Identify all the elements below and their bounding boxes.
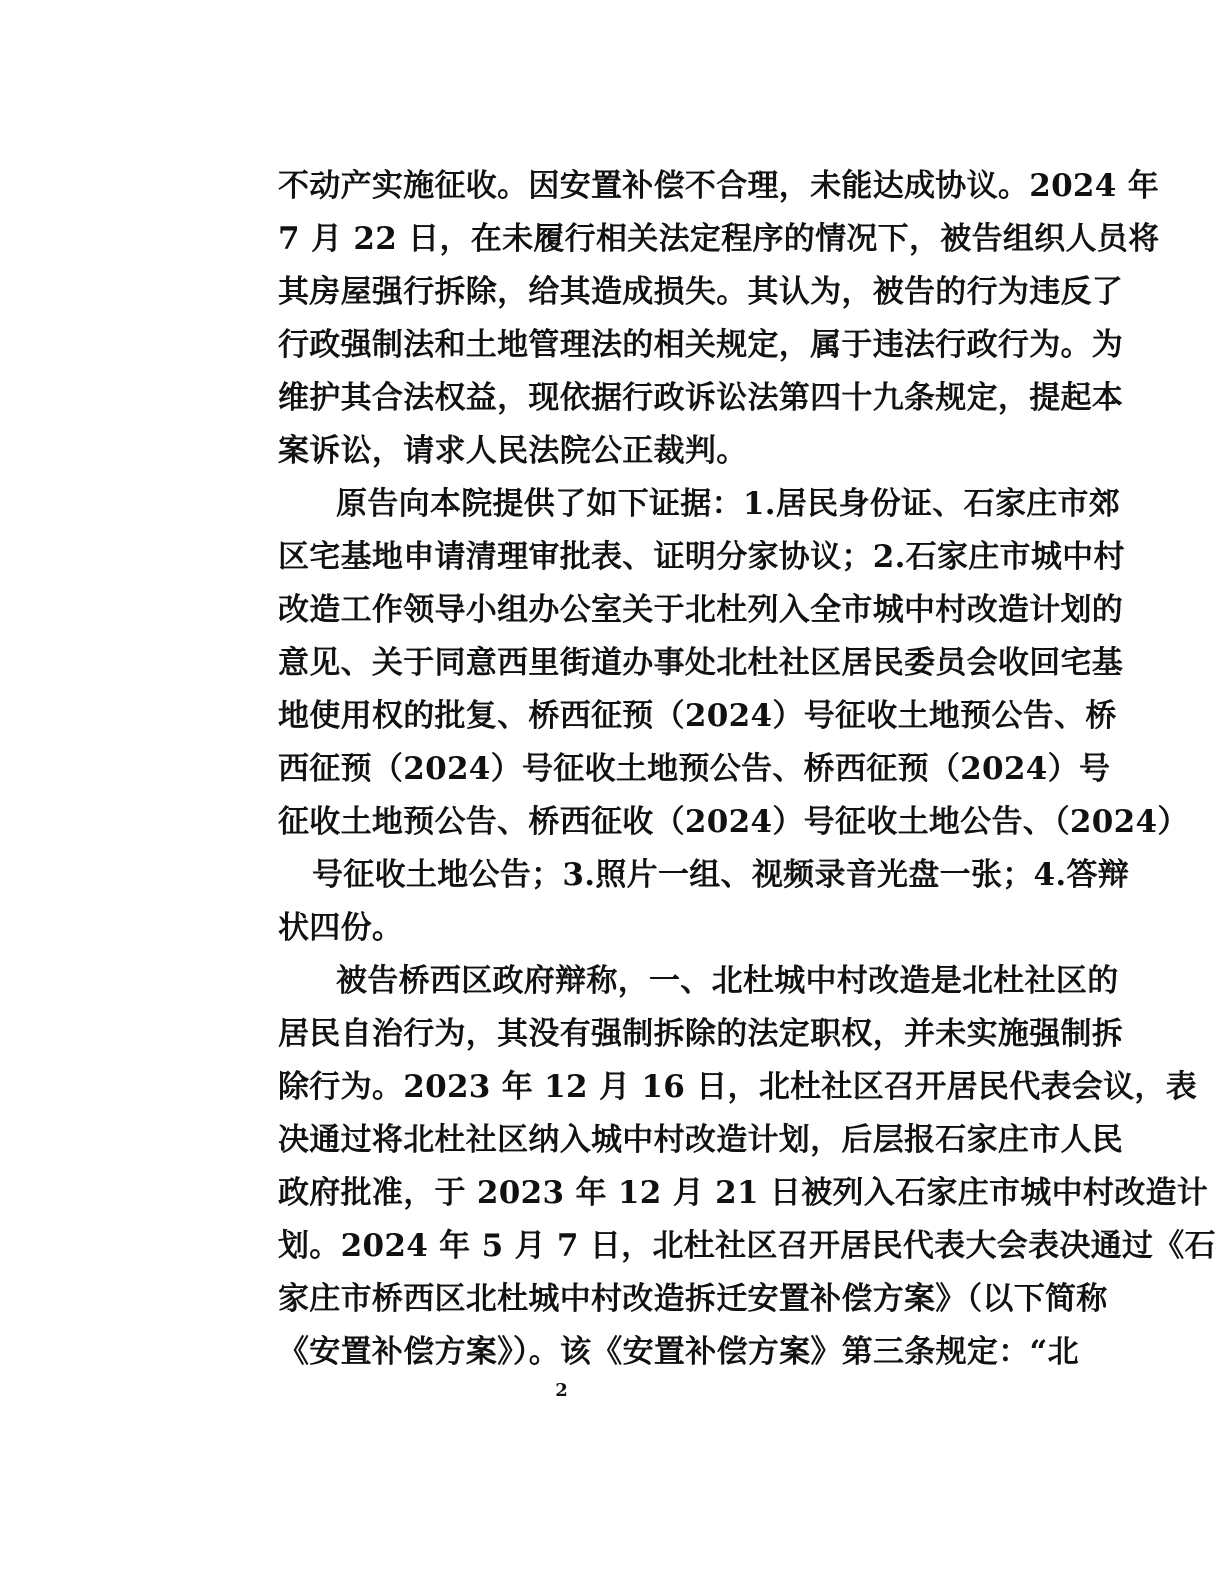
text-segment: 号征收土地预公告、桥 [803, 698, 1117, 734]
text-line [278, 743, 1111, 795]
text-line: 《安置补偿方案》）。该《安置补偿方案》第三条规定：“北 [278, 1334, 1079, 1370]
text-line: 被告桥西区政府辩称，一、北杜城中村改造是北杜社区的 [336, 963, 1119, 999]
page-number: 2 [555, 1380, 568, 1401]
text-segment: 号征收土地公告、（2024） [803, 804, 1189, 840]
text-line [278, 796, 1189, 848]
text-line: 案诉讼，请求人民法院公正裁判。 [278, 433, 748, 469]
text-line: 区宅基地申请清理审批表、证明分家协议；2.石家庄市城中村 [278, 539, 1125, 575]
text-line: 意见、关于同意西里街道办事处北杜社区居民委员会收回宅基 [278, 645, 1124, 681]
text-line: 维护其合法权益，现依据行政诉讼法第四十九条规定，提起本 [278, 380, 1124, 416]
text-segment: 号征收土地预公告、桥西征预（2024） [521, 751, 1079, 787]
text-line: 不动产实施征收。因安置补偿不合理，未能达成协议。2024 年 [278, 168, 1160, 204]
text-line: 决通过将北杜社区纳入城中村改造计划，后层报石家庄市人民 [278, 1122, 1124, 1158]
text-line [278, 690, 1117, 742]
text-segment: 地使用权的批复、桥西征预（2024） [278, 698, 804, 734]
text-line: 原告向本院提供了如下证据：1.居民身份证、石家庄市郊 [336, 486, 1121, 522]
text-segment: 征收土地预公告、桥西征收（2024） [278, 804, 804, 840]
text-line: 7 月 22 日，在未履行相关法定程序的情况下，被告组织人员将 [278, 221, 1160, 257]
text-line: 除行为。2023 年 12 月 16 日，北杜社区召开居民代表会议，表 [278, 1069, 1198, 1105]
text-line: 号征收土地公告；3.照片一组、视频录音光盘一张；4.答辩 [312, 857, 1130, 893]
text-line: 划。2024 年 5 月 7 日，北杜社区召开居民代表大会表决通过《石 [278, 1228, 1216, 1264]
text-line: 行政强制法和土地管理法的相关规定，属于违法行政行为。为 [278, 327, 1124, 363]
text-segment: 号 [1078, 751, 1111, 787]
text-segment: 西征预（2024） [278, 751, 522, 787]
text-line: 改造工作领导小组办公室关于北杜列入全市城中村改造计划的 [278, 592, 1124, 628]
text-line: 政府批准，于 2023 年 12 月 21 日被列入石家庄市城中村改造计 [278, 1175, 1209, 1211]
text-line: 其房屋强行拆除，给其造成损失。其认为，被告的行为违反了 [278, 274, 1124, 310]
text-line: 家庄市桥西区北杜城中村改造拆迁安置补偿方案》（以下简称 [278, 1281, 1108, 1317]
text-line: 居民自治行为，其没有强制拆除的法定职权，并未实施强制拆 [278, 1016, 1124, 1052]
text-line: 状四份。 [278, 910, 404, 946]
